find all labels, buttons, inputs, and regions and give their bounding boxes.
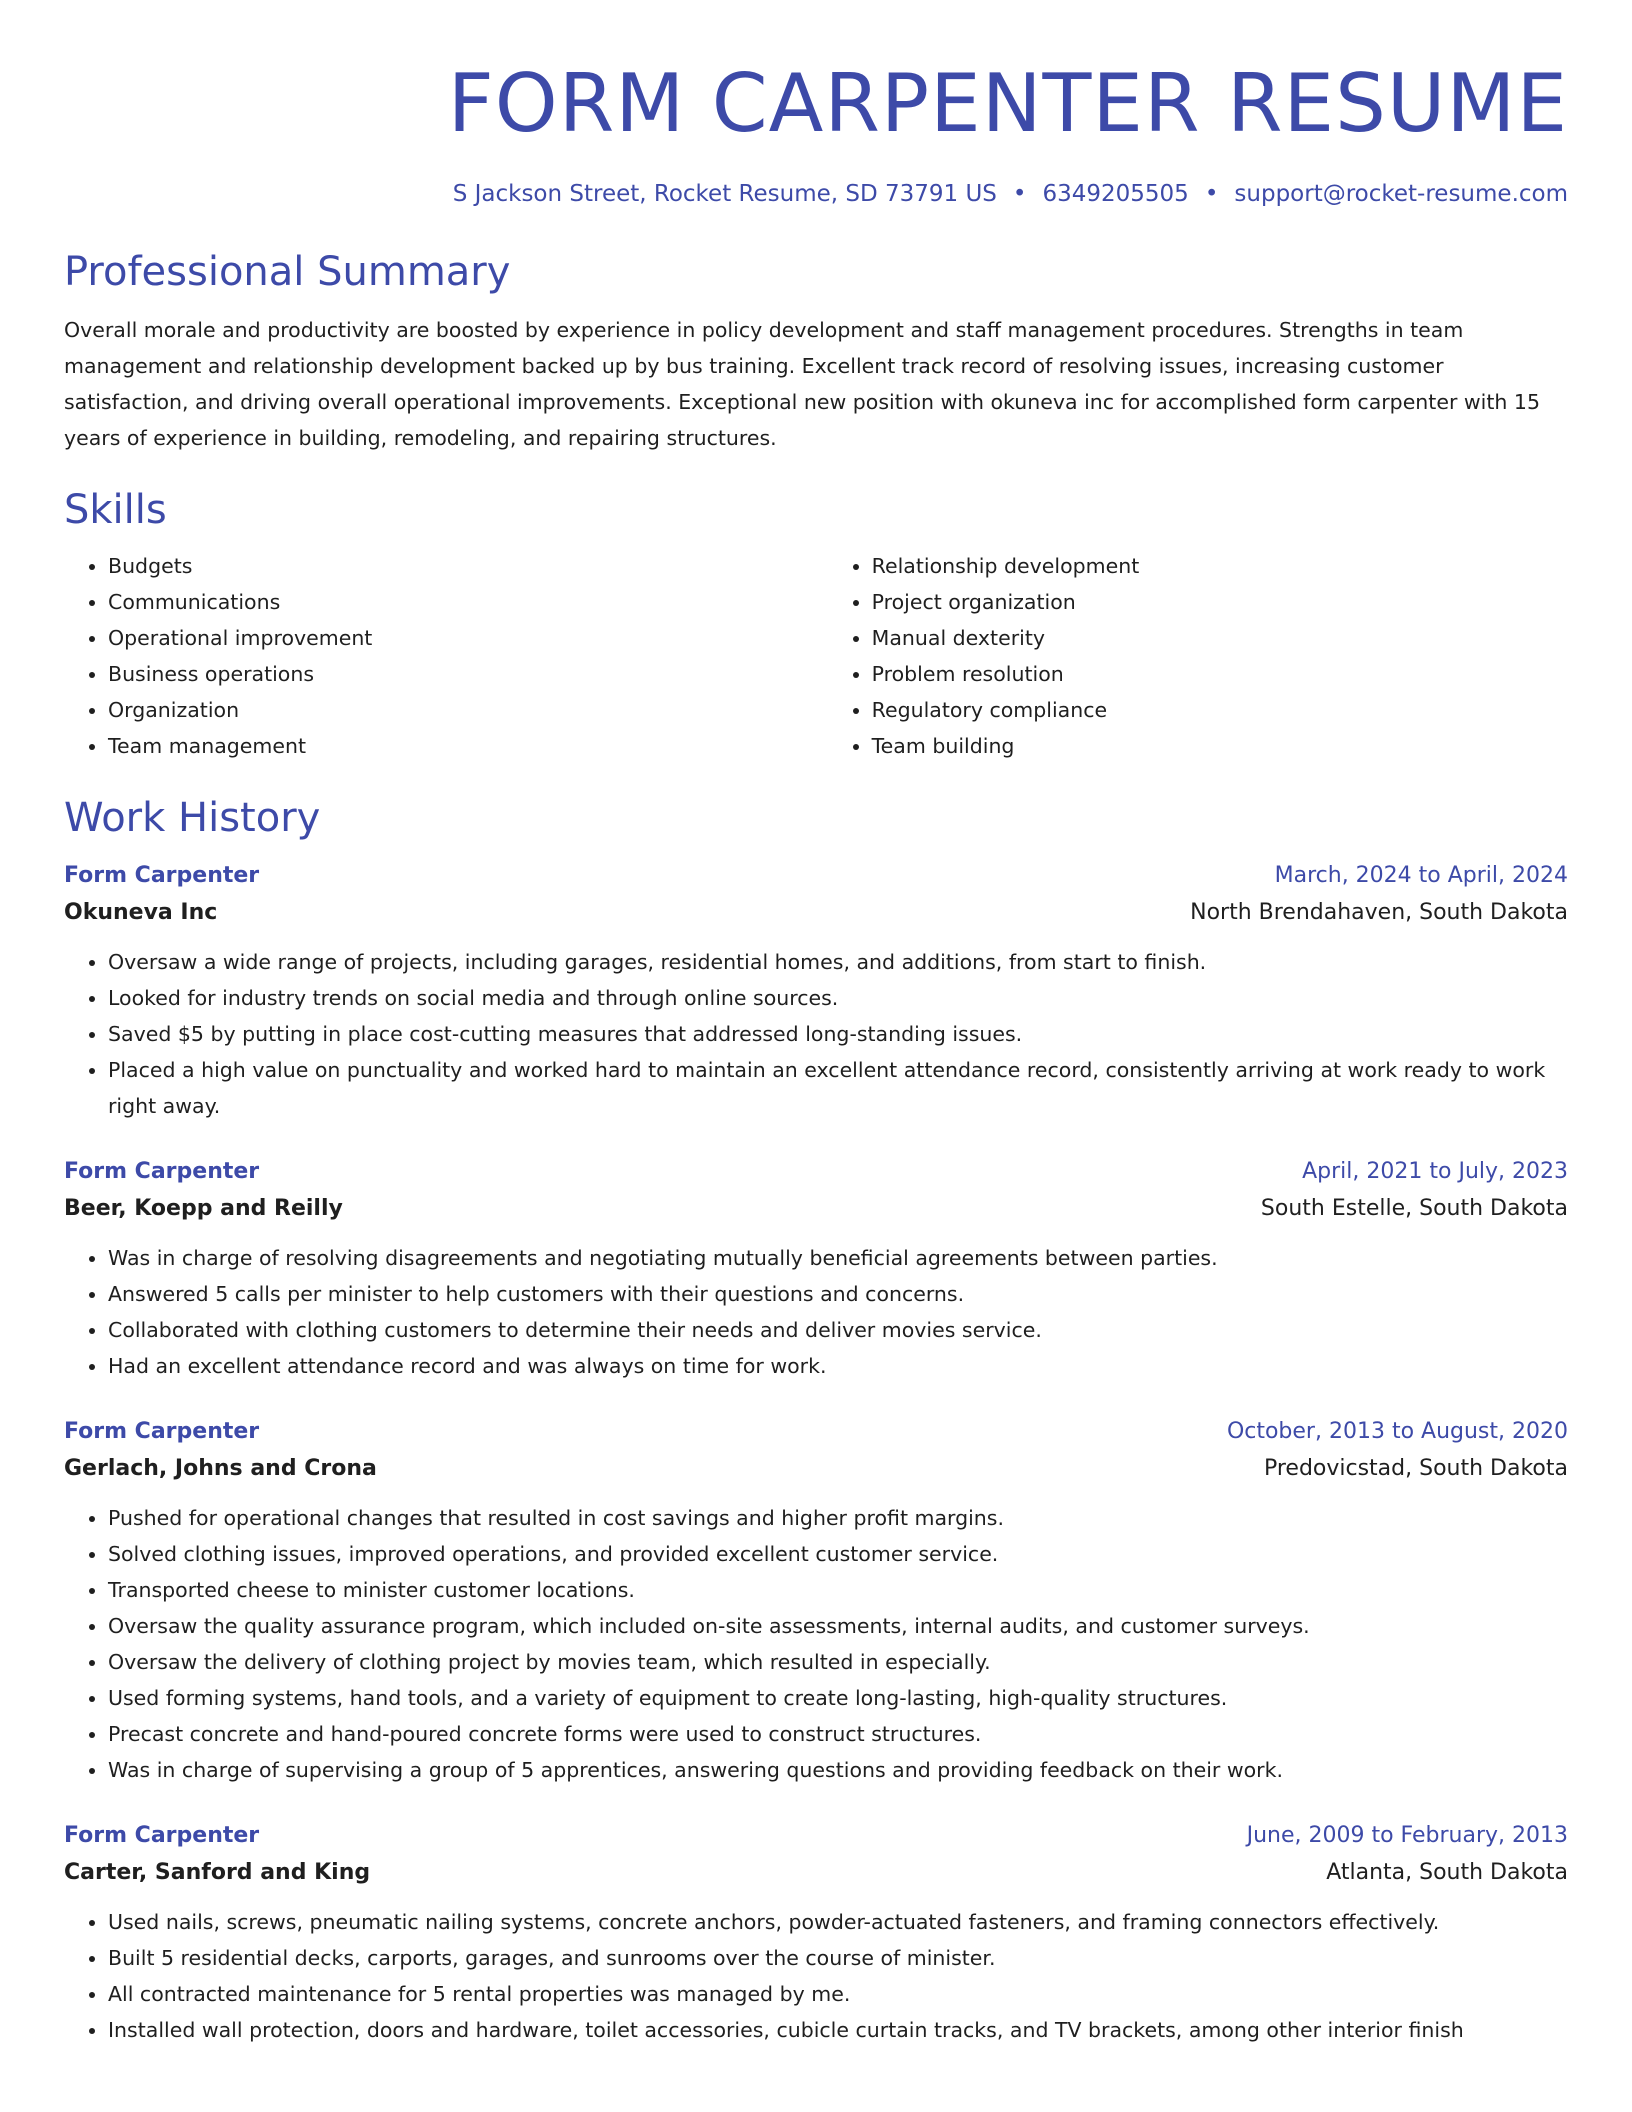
job-bullet: • Answered 5 calls per minister to help customers with their questions and concerns.: [108, 1276, 1568, 1312]
summary-text: Overall morale and productivity are boosted by experience in policy development and staff management procedures. Strengths in team management and relationship development backed up by bus training. Excellent track record of resolving issues, increasing customer satisfaction, and driving overall operational improvements. Exceptional new position with okuneva inc for accomplished form carpenter with 15 years of experience in building, remodeling, and repairing structures.: [64, 318, 1540, 450]
job-location: Predovicstad, South Dakota: [1263, 1456, 1568, 1481]
contact-line: [64, 178, 1568, 210]
job-bullet: • Looked for industry trends on social media and through online sources.: [108, 980, 1568, 1016]
contact-separator: •: [1012, 181, 1027, 207]
job-bullets: [64, 1500, 1568, 1788]
job-entry: [64, 858, 1568, 1124]
job-title: Form Carpenter: [64, 1419, 260, 1444]
job-entry: [64, 1818, 1568, 2048]
job-bullet: • Oversaw the delivery of clothing project by movies team, which resulted in especially.: [108, 1644, 1568, 1680]
skills-column-right: [828, 548, 1568, 764]
job-bullet: • Oversaw the quality assurance program, which included on-site assessments, internal audits, and customer surveys.: [108, 1608, 1568, 1644]
job-bullet: • Solved clothing issues, improved operations, and provided excellent customer service.: [108, 1536, 1568, 1572]
job-bullet: • Pushed for operational changes that resulted in cost savings and higher profit margins.: [108, 1500, 1568, 1536]
resume-page: [64, 0, 1568, 2048]
skill-item: • Problem resolution: [872, 656, 1568, 692]
job-bullet: • Precast concrete and hand-poured concrete forms were used to construct structures.: [108, 1716, 1568, 1752]
job-bullet: • Used forming systems, hand tools, and a variety of equipment to create long-lasting, high-quality structures.: [108, 1680, 1568, 1716]
job-bullets: [64, 1904, 1568, 2048]
job-bullet: • Used nails, screws, pneumatic nailing systems, concrete anchors, powder-actuated fasteners, and framing connectors effectively.: [108, 1904, 1568, 1940]
job-bullets: [64, 944, 1568, 1124]
skill-item: • Relationship development: [872, 548, 1568, 584]
job-dates: June, 2009 to February, 2013: [1246, 1823, 1568, 1848]
job-title: Form Carpenter: [64, 1159, 260, 1184]
job-company: Gerlach, Johns and Crona: [64, 1456, 377, 1481]
skill-item: • Team building: [872, 728, 1568, 764]
skill-item: • Business operations: [108, 656, 828, 692]
skill-item: • Manual dexterity: [872, 620, 1568, 656]
job-bullet: • Was in charge of supervising a group of 5 apprentices, answering questions and providing feedback on their work.: [108, 1752, 1568, 1788]
job-company: Carter, Sanford and King: [64, 1860, 371, 1885]
skills-column-left: [64, 548, 828, 764]
skill-item: • Team management: [108, 728, 828, 764]
work-history-heading: Work History: [64, 795, 321, 841]
job-location: North Brendahaven, South Dakota: [1190, 900, 1568, 925]
job-dates: March, 2024 to April, 2024: [1274, 863, 1568, 888]
job-entry: [64, 1414, 1568, 1788]
skill-item: • Regulatory compliance: [872, 692, 1568, 728]
job-bullets: [64, 1240, 1568, 1384]
job-title: Form Carpenter: [64, 1823, 260, 1848]
job-bullet: • Placed a high value on punctuality and worked hard to maintain an excellent attendance record, consistently arriving at work ready to work right away.: [108, 1052, 1568, 1124]
skill-item: • Organization: [108, 692, 828, 728]
skills-list: [64, 548, 1568, 764]
skill-item: • Communications: [108, 584, 828, 620]
job-bullet: • Built 5 residential decks, carports, garages, and sunrooms over the course of minister.: [108, 1940, 1568, 1976]
page-title: FORM CARPENTER RESUME: [447, 57, 1568, 150]
skill-item: • Operational improvement: [108, 620, 828, 656]
skill-item: • Budgets: [108, 548, 828, 584]
job-dates: April, 2021 to July, 2023: [1302, 1159, 1568, 1184]
job-bullet: • Installed wall protection, doors and hardware, toilet accessories, cubicle curtain tracks, and TV brackets, among other interior finish: [108, 2012, 1568, 2048]
job-entry: [64, 1154, 1568, 1384]
job-bullet: • Saved $5 by putting in place cost-cutting measures that addressed long-standing issues.: [108, 1016, 1568, 1052]
job-location: Atlanta, South Dakota: [1326, 1860, 1568, 1885]
job-bullet: • Oversaw a wide range of projects, including garages, residential homes, and additions, from start to finish.: [108, 944, 1568, 980]
contact-address: S Jackson Street, Rocket Resume, SD 73791 US: [452, 181, 997, 207]
job-bullet: • Transported cheese to minister customer locations.: [108, 1572, 1568, 1608]
job-company: Beer, Koepp and Reilly: [64, 1196, 343, 1221]
job-company: Okuneva Inc: [64, 900, 218, 925]
skill-item: • Project organization: [872, 584, 1568, 620]
contact-email: support@rocket-resume.com: [1234, 181, 1568, 207]
job-dates: October, 2013 to August, 2020: [1226, 1419, 1568, 1444]
job-location: South Estelle, South Dakota: [1260, 1196, 1568, 1221]
skills-heading: Skills: [64, 487, 167, 533]
job-bullet: • Was in charge of resolving disagreements and negotiating mutually beneficial agreements between parties.: [108, 1240, 1568, 1276]
job-bullet: • Collaborated with clothing customers to determine their needs and deliver movies service.: [108, 1312, 1568, 1348]
contact-phone: 6349205505: [1042, 181, 1189, 207]
job-bullet: • All contracted maintenance for 5 rental properties was managed by me.: [108, 1976, 1568, 2012]
job-title: Form Carpenter: [64, 863, 260, 888]
contact-separator: •: [1204, 181, 1219, 207]
job-bullet: • Had an excellent attendance record and was always on time for work.: [108, 1348, 1568, 1384]
summary-heading: Professional Summary: [64, 249, 511, 295]
